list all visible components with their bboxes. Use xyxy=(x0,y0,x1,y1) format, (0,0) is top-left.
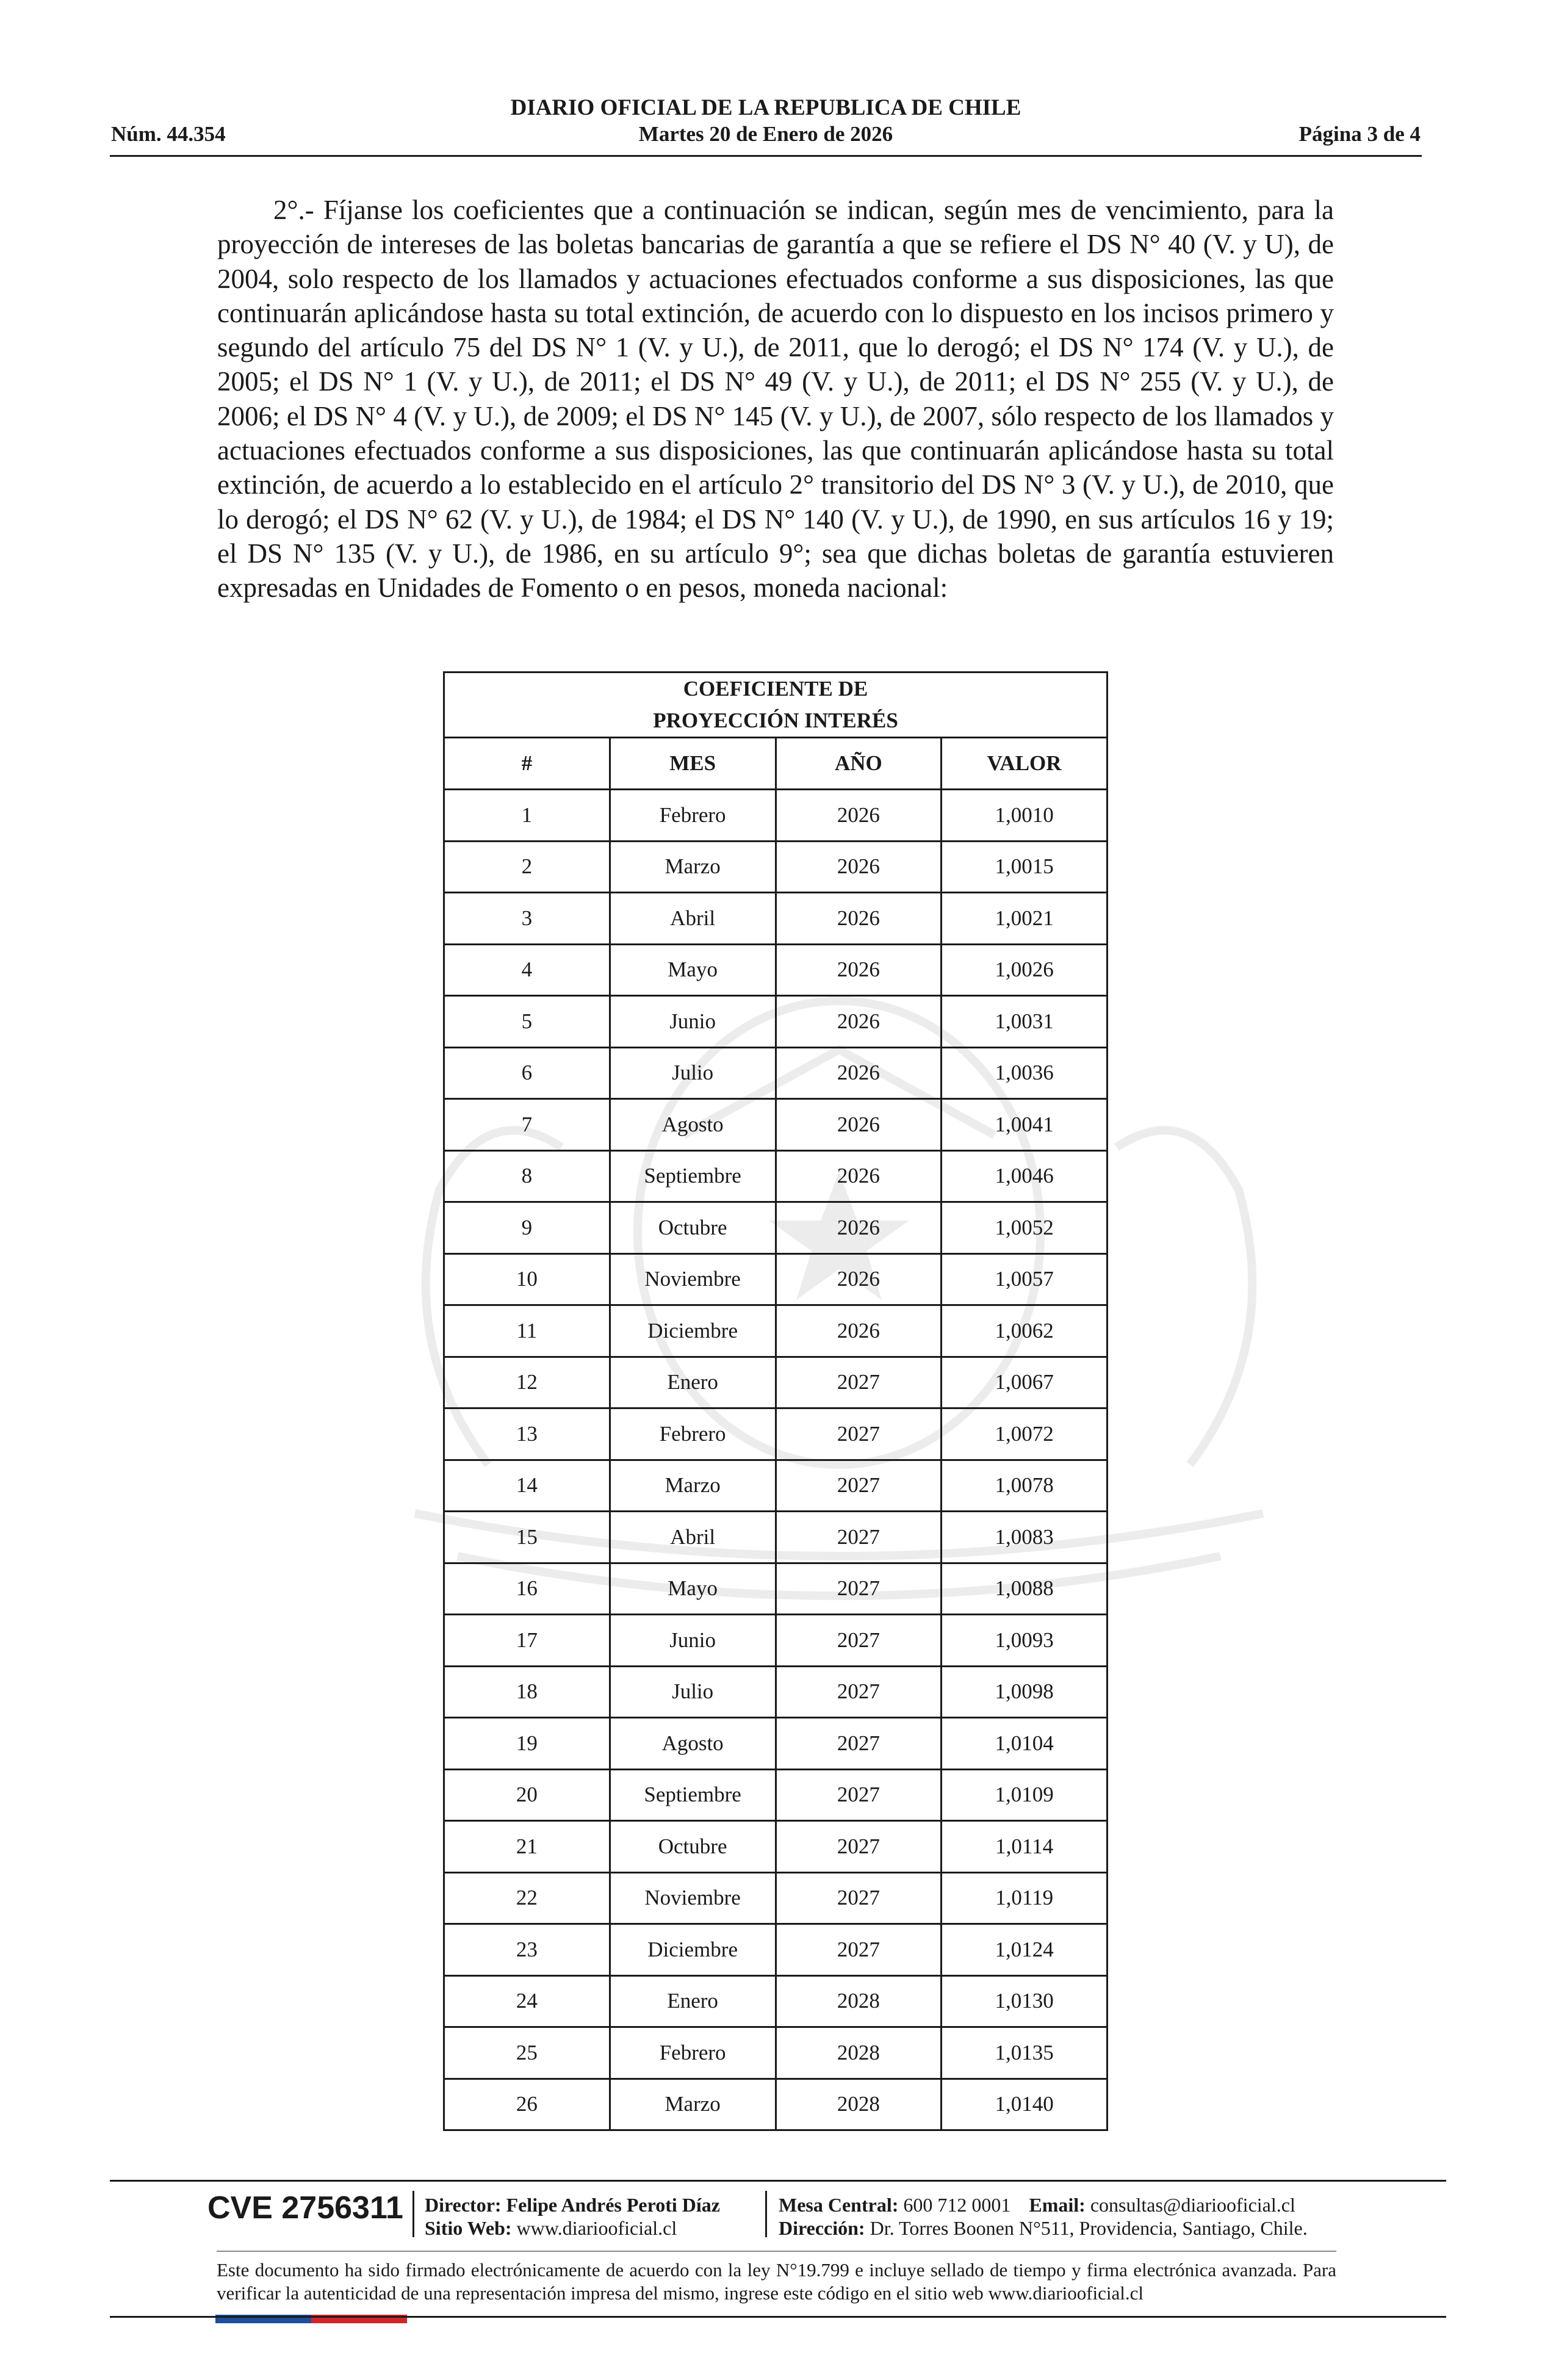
value-cell: 1,0015 xyxy=(942,841,1108,893)
year-cell: 2027 xyxy=(776,1821,942,1873)
value-cell: 1,0067 xyxy=(942,1357,1108,1408)
row-number: 3 xyxy=(444,893,610,945)
value-cell: 1,0072 xyxy=(942,1408,1108,1460)
month-cell: Diciembre xyxy=(610,1924,776,1976)
year-cell: 2026 xyxy=(776,1099,942,1151)
table-row xyxy=(444,1357,1108,1408)
table-row xyxy=(444,790,1108,842)
value-cell: 1,0114 xyxy=(942,1821,1108,1873)
table-row xyxy=(444,2027,1108,2079)
value-cell: 1,0124 xyxy=(942,1924,1108,1976)
value-cell: 1,0088 xyxy=(942,1563,1108,1615)
month-cell: Marzo xyxy=(610,841,776,893)
footer-contact-block xyxy=(779,2193,1308,2240)
table-row xyxy=(444,1924,1108,1976)
value-cell: 1,0098 xyxy=(942,1666,1108,1718)
year-cell: 2026 xyxy=(776,841,942,893)
table-row xyxy=(444,1305,1108,1357)
month-cell: Febrero xyxy=(610,1408,776,1460)
row-number: 17 xyxy=(444,1615,610,1667)
year-cell: 2027 xyxy=(776,1924,942,1976)
month-cell: Mayo xyxy=(610,944,776,996)
month-cell: Enero xyxy=(610,1975,776,2027)
month-cell: Abril xyxy=(610,1512,776,1563)
coefficient-table xyxy=(443,671,1108,2131)
year-cell: 2027 xyxy=(776,1460,942,1512)
row-number: 9 xyxy=(444,1202,610,1254)
header-divider xyxy=(110,155,1422,157)
row-number: 23 xyxy=(444,1924,610,1976)
table-row xyxy=(444,1872,1108,1924)
row-number: 5 xyxy=(444,996,610,1048)
year-cell: 2027 xyxy=(776,1357,942,1408)
table-row xyxy=(444,1769,1108,1821)
row-number: 6 xyxy=(444,1047,610,1099)
value-cell: 1,0104 xyxy=(942,1718,1108,1770)
table-row xyxy=(444,1150,1108,1202)
table-title xyxy=(444,673,1108,738)
month-cell: Enero xyxy=(610,1357,776,1408)
year-cell: 2027 xyxy=(776,1872,942,1924)
row-number: 12 xyxy=(444,1357,610,1408)
footer-divider-middle xyxy=(217,2251,1336,2252)
year-cell: 2027 xyxy=(776,1408,942,1460)
footer-divider-top xyxy=(110,2180,1446,2182)
month-cell: Noviembre xyxy=(610,1253,776,1305)
table-title-line-2: PROYECCIÓN INTERÉS xyxy=(653,709,898,732)
row-number: 26 xyxy=(444,2079,610,2130)
value-cell: 1,0109 xyxy=(942,1769,1108,1821)
row-number: 10 xyxy=(444,1253,610,1305)
month-cell: Agosto xyxy=(610,1718,776,1770)
month-cell: Septiembre xyxy=(610,1769,776,1821)
year-cell: 2027 xyxy=(776,1718,942,1770)
month-cell: Febrero xyxy=(610,2027,776,2079)
month-cell: Octubre xyxy=(610,1202,776,1254)
row-number: 24 xyxy=(444,1975,610,2027)
director-label: Director: xyxy=(425,2194,502,2216)
value-cell: 1,0083 xyxy=(942,1512,1108,1563)
phone-label: Mesa Central: xyxy=(779,2194,899,2216)
value-cell: 1,0140 xyxy=(942,2079,1108,2130)
row-number: 19 xyxy=(444,1718,610,1770)
month-cell: Agosto xyxy=(610,1099,776,1151)
value-cell: 1,0021 xyxy=(942,893,1108,945)
footer-separator xyxy=(412,2191,414,2237)
address-text: Dr. Torres Boonen N°511, Providencia, Santiago, Chile. xyxy=(870,2217,1308,2239)
table-row xyxy=(444,841,1108,893)
phone-number: 600 712 0001 xyxy=(903,2194,1011,2216)
year-cell: 2026 xyxy=(776,996,942,1048)
cve-code: CVE 2756311 xyxy=(207,2190,403,2226)
website-link[interactable]: www.diariooficial.cl xyxy=(516,2217,677,2239)
table-row xyxy=(444,1821,1108,1873)
row-number: 8 xyxy=(444,1150,610,1202)
value-cell: 1,0010 xyxy=(942,790,1108,842)
row-number: 25 xyxy=(444,2027,610,2079)
table-row xyxy=(444,1718,1108,1770)
year-cell: 2027 xyxy=(776,1563,942,1615)
row-number: 20 xyxy=(444,1769,610,1821)
body-paragraph: 2°.- Fíjanse los coeficientes que a continuación se indican, según mes de vencimiento, para la proyección de intereses de las boletas bancarias de garantía a que se refiere el DS N° 40 (V. y U), de 2004, solo respecto de los llamados y actuaciones efectuados conforme a sus disposiciones, las que continuarán aplicándose hasta su total extinción, de acuerdo con lo dispuesto en los incisos primero y segundo del artículo 75 del DS N° 1 (V. y U.), de 2011, que lo derogó; el DS N° 174 (V. y U.), de 2005; el DS N° 1 (V. y U.), de 2011; el DS N° 49 (V. y U.), de 2011; el DS N° 255 (V. y U.), de 2006; el DS N° 4 (V. y U.), de 2009; el DS N° 145 (V. y U.), de 2007, sólo respecto de los llamados y actuaciones efectuados conforme a sus disposiciones, las que continuarán aplicándose hasta su total extinción, de acuerdo a lo establecido en el artículo 2° transitorio del DS N° 3 (V. y U.), de 2010, que lo derogó; el DS N° 62 (V. y U.), de 1984; el DS N° 140 (V. y U.), de 1990, en sus artículos 16 y 19; el DS N° 135 (V. y U.), de 1986, en su artículo 9°; sea que dichas boletas de garantía estuvieren expresadas en Unidades de Fomento o en pesos, moneda nacional: xyxy=(217,195,1334,604)
table-row xyxy=(444,1253,1108,1305)
month-cell: Marzo xyxy=(610,2079,776,2130)
value-cell: 1,0062 xyxy=(942,1305,1108,1357)
column-header-month: MES xyxy=(610,738,776,790)
table-row xyxy=(444,1460,1108,1512)
email-link[interactable]: consultas@diariooficial.cl xyxy=(1090,2194,1295,2216)
publication-title: DIARIO OFICIAL DE LA REPUBLICA DE CHILE xyxy=(510,95,1021,120)
value-cell: 1,0093 xyxy=(942,1615,1108,1667)
table-row xyxy=(444,1975,1108,2027)
month-cell: Febrero xyxy=(610,790,776,842)
month-cell: Julio xyxy=(610,1666,776,1718)
month-cell: Junio xyxy=(610,1615,776,1667)
table-row xyxy=(444,1047,1108,1099)
footer-director-block xyxy=(425,2193,720,2240)
year-cell: 2026 xyxy=(776,1150,942,1202)
row-number: 7 xyxy=(444,1099,610,1151)
signature-note: Este documento ha sido firmado electrónicamente de acuerdo con la ley N°19.799 e incluye sellado de tiempo y firma electrónica avanzada. Para verificar la autenticidad de una representación impresa del mismo, ingrese este código en el sitio web www.diariooficial.cl xyxy=(217,2259,1336,2304)
address-label: Dirección: xyxy=(779,2217,865,2239)
year-cell: 2026 xyxy=(776,1202,942,1254)
value-cell: 1,0036 xyxy=(942,1047,1108,1099)
table-row xyxy=(444,1563,1108,1615)
year-cell: 2026 xyxy=(776,790,942,842)
value-cell: 1,0057 xyxy=(942,1253,1108,1305)
table-row xyxy=(444,1666,1108,1718)
value-cell: 1,0052 xyxy=(942,1202,1108,1254)
month-cell: Junio xyxy=(610,996,776,1048)
year-cell: 2027 xyxy=(776,1769,942,1821)
month-cell: Diciembre xyxy=(610,1305,776,1357)
row-number: 15 xyxy=(444,1512,610,1563)
year-cell: 2027 xyxy=(776,1615,942,1667)
year-cell: 2028 xyxy=(776,1975,942,2027)
row-number: 16 xyxy=(444,1563,610,1615)
email-label: Email: xyxy=(1029,2194,1086,2216)
year-cell: 2026 xyxy=(776,1253,942,1305)
director-name: Felipe Andrés Peroti Díaz xyxy=(506,2194,720,2216)
year-cell: 2026 xyxy=(776,893,942,945)
year-cell: 2026 xyxy=(776,1305,942,1357)
table-row xyxy=(444,1408,1108,1460)
value-cell: 1,0031 xyxy=(942,996,1108,1048)
month-cell: Julio xyxy=(610,1047,776,1099)
month-cell: Septiembre xyxy=(610,1150,776,1202)
table-row xyxy=(444,996,1108,1048)
row-number: 2 xyxy=(444,841,610,893)
table-row xyxy=(444,1615,1108,1667)
column-header-year: AÑO xyxy=(776,738,942,790)
row-number: 13 xyxy=(444,1408,610,1460)
issue-date: Martes 20 de Enero de 2026 xyxy=(638,122,893,146)
value-cell: 1,0135 xyxy=(942,2027,1108,2079)
year-cell: 2028 xyxy=(776,2079,942,2130)
value-cell: 1,0078 xyxy=(942,1460,1108,1512)
page-number: Página 3 de 4 xyxy=(1298,122,1421,146)
table-row xyxy=(444,1202,1108,1254)
row-number: 1 xyxy=(444,790,610,842)
website-label: Sitio Web: xyxy=(425,2217,512,2239)
month-cell: Marzo xyxy=(610,1460,776,1512)
table-row xyxy=(444,2079,1108,2130)
table-row xyxy=(444,893,1108,945)
value-cell: 1,0026 xyxy=(942,944,1108,996)
value-cell: 1,0119 xyxy=(942,1872,1108,1924)
row-number: 4 xyxy=(444,944,610,996)
table-row xyxy=(444,1512,1108,1563)
year-cell: 2026 xyxy=(776,944,942,996)
footer-divider-bottom xyxy=(110,2316,1446,2318)
column-header-value: VALOR xyxy=(942,738,1108,790)
value-cell: 1,0046 xyxy=(942,1150,1108,1202)
value-cell: 1,0041 xyxy=(942,1099,1108,1151)
year-cell: 2028 xyxy=(776,2027,942,2079)
row-number: 22 xyxy=(444,1872,610,1924)
row-number: 21 xyxy=(444,1821,610,1873)
value-cell: 1,0130 xyxy=(942,1975,1108,2027)
table-row xyxy=(444,1099,1108,1151)
month-cell: Mayo xyxy=(610,1563,776,1615)
month-cell: Abril xyxy=(610,893,776,945)
table-title-line-1: COEFICIENTE DE xyxy=(683,677,868,701)
table-row xyxy=(444,944,1108,996)
footer-separator xyxy=(765,2191,767,2237)
year-cell: 2027 xyxy=(776,1512,942,1563)
year-cell: 2027 xyxy=(776,1666,942,1718)
year-cell: 2026 xyxy=(776,1047,942,1099)
row-number: 18 xyxy=(444,1666,610,1718)
row-number: 11 xyxy=(444,1305,610,1357)
issue-number: Núm. 44.354 xyxy=(111,122,226,146)
column-header-number: # xyxy=(444,738,610,790)
row-number: 14 xyxy=(444,1460,610,1512)
month-cell: Noviembre xyxy=(610,1872,776,1924)
month-cell: Octubre xyxy=(610,1821,776,1873)
table-header-row xyxy=(444,738,1108,790)
